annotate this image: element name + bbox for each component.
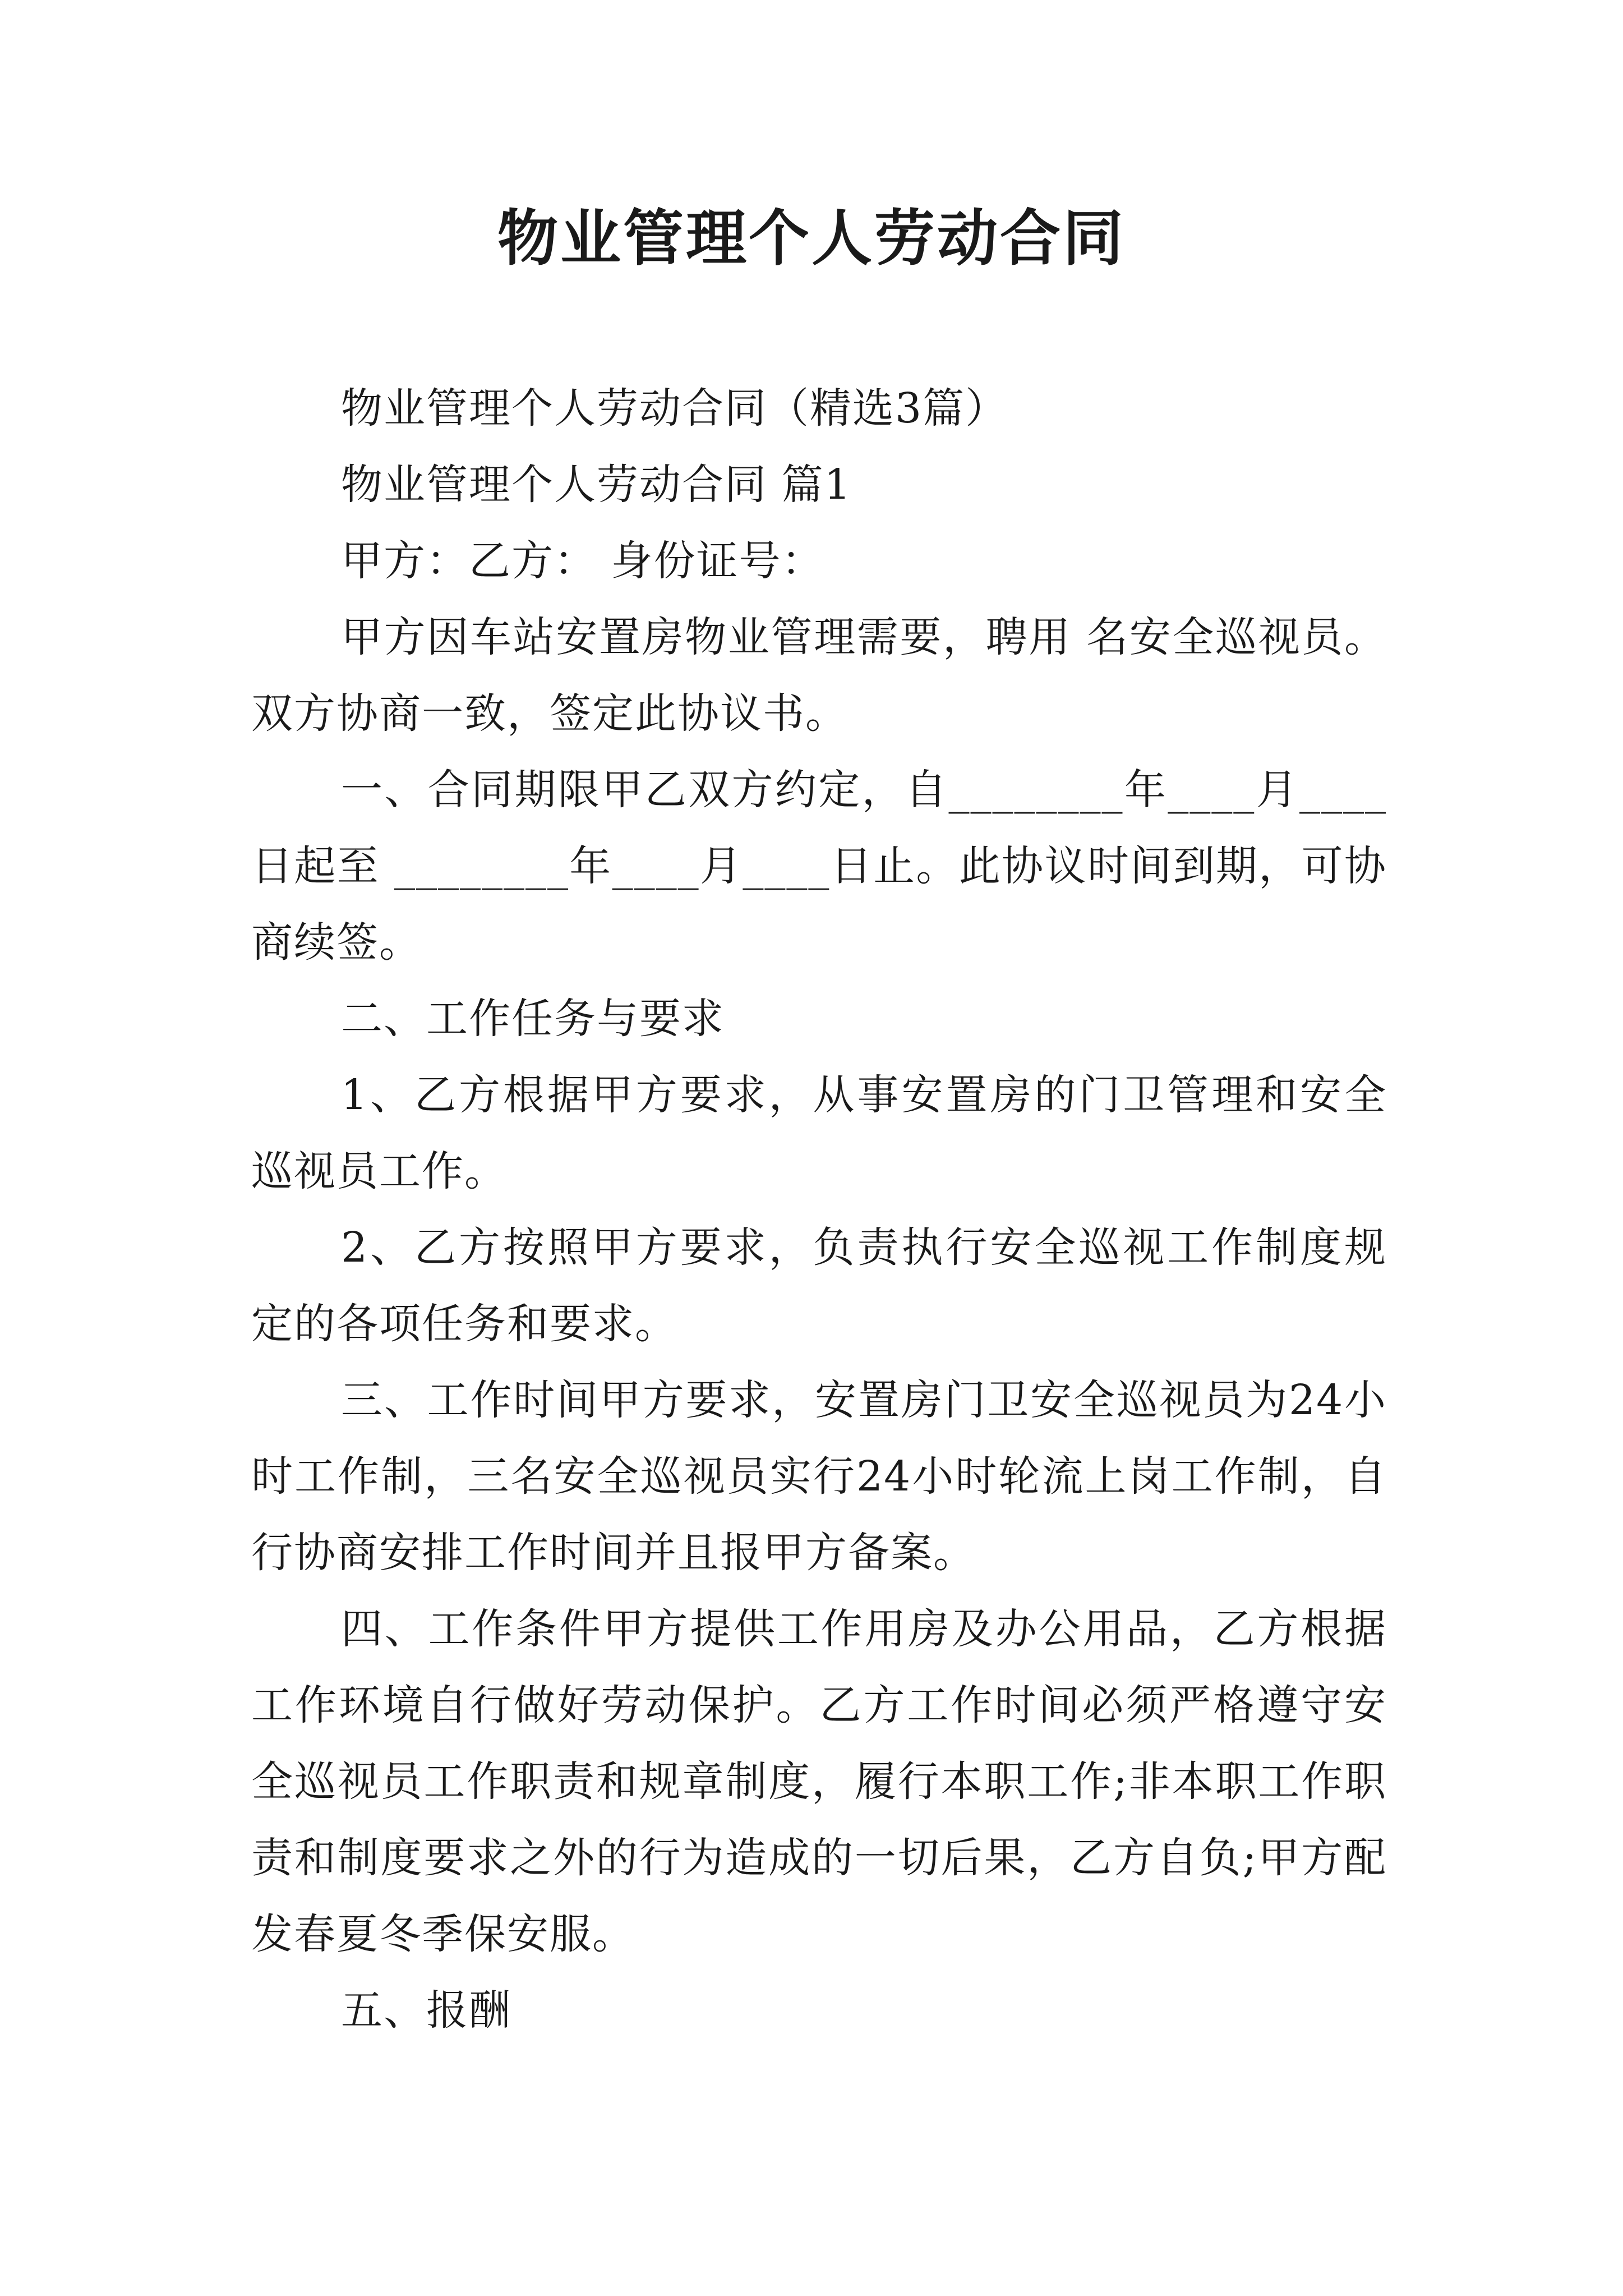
paragraph-intro: 甲方因车站安置房物业管理需要，聘用 名安全巡视员。双方协商一致，签定此协议书。 — [251, 613, 1387, 738]
paragraph-remuneration-heading: 五、报酬 — [341, 1986, 511, 2035]
paragraph-parties: 甲方：乙方： 身份证号： — [341, 537, 824, 585]
document-body — [251, 370, 1387, 2049]
paragraph-work-conditions: 四、工作条件甲方提供工作用房及办公用品，乙方根据工作环境自行做好劳动保护。乙方工作时间必须严格遵守安全巡视员工作职责和规章制度，履行本职工作;非本职工作职责和制度要求之外的行为造成的一切后果，乙方自负;甲方配发春夏冬季保安服。 — [251, 1605, 1387, 1958]
paragraph-duty-2: 2、乙方按照甲方要求，负责执行安全巡视工作制度规定的各项任务和要求。 — [251, 1223, 1387, 1348]
paragraph-subtitle: 物业管理个人劳动合同（精选3篇） — [341, 384, 1008, 432]
paragraph-duties-heading: 二、工作任务与要求 — [341, 995, 725, 1043]
paragraph-section-heading: 物业管理个人劳动合同 篇1 — [341, 461, 852, 509]
paragraph-work-hours: 三、工作时间甲方要求，安置房门卫安全巡视员为24小时工作制，三名安全巡视员实行24小时轮流上岗工作制，自行协商安排工作时间并且报甲方备案。 — [251, 1376, 1387, 1577]
document-title: 物业管理个人劳动合同 — [497, 203, 1126, 274]
paragraph-duty-1: 1、乙方根据甲方要求，从事安置房的门卫管理和安全巡视员工作。 — [251, 1071, 1387, 1195]
paragraph-term: 一、合同期限甲乙双方约定，自________年____月____日起至 ________年____月____日止。此协议时间到期，可协商续签。 — [251, 766, 1387, 967]
